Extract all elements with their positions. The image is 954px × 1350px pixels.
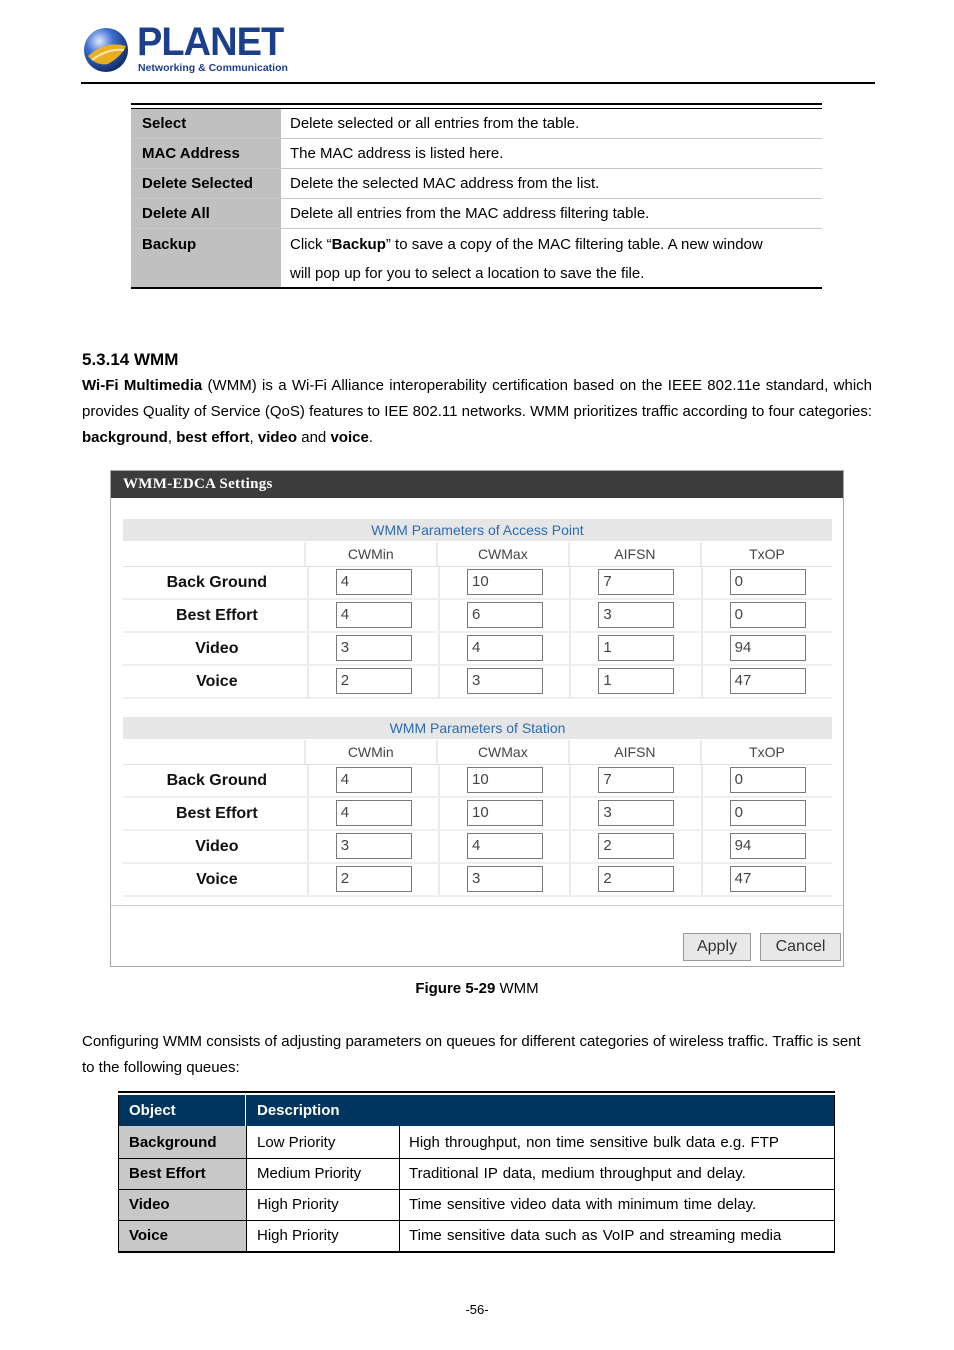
section-intro: Wi-Fi Multimedia (WMM) is a Wi-Fi Alliance interoperability certification based on the IEEE 802.11e standard, which provides Quality of Service (QoS) features to IEE 802.11 networks. WMM prioritizes traffic according to four categories: background, best effort, video and voice. (82, 377, 872, 446)
row-key: Delete Selected (131, 169, 281, 198)
aifsn-input[interactable]: 2 (598, 866, 674, 892)
row-value: The MAC address is listed here. (290, 145, 504, 162)
cwmax-input[interactable]: 4 (467, 833, 543, 859)
wmm-cell (438, 633, 569, 664)
wmm-station-title: WMM Parameters of Station (123, 717, 832, 740)
wmm-cell (307, 765, 438, 796)
wmm-row (123, 567, 832, 600)
row-description: Traditional IP data, medium throughput and delay. (409, 1165, 746, 1182)
row-key: Delete All (131, 199, 281, 228)
wmm-cell (701, 765, 832, 796)
aifsn-input[interactable]: 2 (598, 833, 674, 859)
row-description: High throughput, non time sensitive bulk data e.g. FTP (409, 1134, 779, 1151)
wmm-cell (701, 567, 832, 598)
wmm-cell (307, 567, 438, 598)
header-description: Description (257, 1102, 340, 1119)
wmm-row-label: Back Ground (166, 772, 268, 789)
wmm-cell (569, 600, 700, 631)
wmm-edca-settings-panel (110, 470, 844, 967)
col-cwmax: CWMax (436, 740, 568, 764)
txop-input[interactable]: 0 (730, 767, 806, 793)
wmm-cell (701, 831, 832, 862)
brand-name: PLANET (137, 20, 284, 64)
wmm-station-table (123, 717, 832, 897)
row-value: Delete the selected MAC address from the list. (290, 175, 600, 192)
table-row (131, 109, 822, 139)
aifsn-input[interactable]: 7 (598, 569, 674, 595)
wmm-cell (438, 831, 569, 862)
globe-icon (82, 26, 130, 74)
wmm-row-label: Video (195, 838, 239, 855)
cwmin-input[interactable]: 4 (336, 800, 412, 826)
col-txop: TxOP (700, 542, 832, 566)
txop-input[interactable]: 94 (730, 635, 806, 661)
txop-input[interactable]: 0 (730, 569, 806, 595)
wmm-cell (701, 600, 832, 631)
cwmax-input[interactable]: 6 (467, 602, 543, 628)
wmm-row (123, 864, 832, 897)
wmm-row (123, 765, 832, 798)
wmm-station-header (123, 740, 832, 765)
table-row (118, 1159, 835, 1190)
txop-input[interactable]: 0 (730, 602, 806, 628)
wmm-cell (307, 864, 438, 895)
row-priority: High Priority (247, 1190, 400, 1220)
wmm-cell (438, 864, 569, 895)
table-row (118, 1190, 835, 1221)
row-priority: High Priority (247, 1221, 400, 1251)
cwmin-input[interactable]: 4 (336, 602, 412, 628)
col-aifsn: AIFSN (568, 542, 700, 566)
table-row (131, 229, 822, 289)
cwmax-input[interactable]: 10 (467, 569, 543, 595)
row-value: Delete selected or all entries from the table. (290, 115, 580, 132)
wmm-cell (701, 798, 832, 829)
wmm-cell (569, 633, 700, 664)
row-description: Time sensitive video data with minimum time delay. (409, 1196, 757, 1213)
apply-button[interactable]: Apply (683, 933, 751, 961)
wmm-cell (307, 633, 438, 664)
wmm-queue-table (118, 1091, 835, 1253)
col-aifsn: AIFSN (568, 740, 700, 764)
backup-line-2: will pop up for you to select a location to save the file. (290, 265, 645, 282)
page-number: -56- (465, 1302, 489, 1317)
wmm-cell (569, 666, 700, 697)
cwmin-input[interactable]: 2 (336, 668, 412, 694)
figure-caption: Figure 5-29 WMM (415, 980, 539, 997)
col-cwmin: CWMin (304, 740, 436, 764)
table-row (131, 169, 822, 199)
wmm-ap-title: WMM Parameters of Access Point (123, 519, 832, 542)
wmm-cell (438, 567, 569, 598)
table-header-row (118, 1095, 835, 1126)
table-row (118, 1126, 835, 1159)
table-row (131, 199, 822, 229)
blank-header-cell (123, 542, 304, 566)
mac-filter-field-table (131, 103, 822, 289)
wmm-cell (569, 567, 700, 598)
header-divider (81, 82, 875, 84)
row-key: Select (131, 109, 281, 138)
aifsn-input[interactable]: 1 (598, 635, 674, 661)
txop-input[interactable]: 47 (730, 668, 806, 694)
txop-input[interactable]: 94 (730, 833, 806, 859)
section-title: 5.3.14 WMM (82, 350, 179, 369)
wmm-row (123, 633, 832, 666)
backup-line-1: Click “Backup” to save a copy of the MAC filtering table. A new window (290, 236, 763, 253)
txop-input[interactable]: 0 (730, 800, 806, 826)
wmm-row (123, 600, 832, 633)
row-value: Delete all entries from the MAC address filtering table. (290, 205, 650, 222)
wmm-ap-table (123, 519, 832, 699)
wmm-cell (701, 666, 832, 697)
wmm-row-label: Voice (196, 673, 238, 690)
aifsn-input[interactable]: 3 (598, 602, 674, 628)
wmm-cell (569, 831, 700, 862)
wmm-cell (438, 798, 569, 829)
wmm-cell (701, 633, 832, 664)
row-description: Time sensitive data such as VoIP and streaming media (409, 1227, 782, 1244)
panel-divider (111, 905, 843, 906)
col-txop: TxOP (700, 740, 832, 764)
txop-input[interactable]: 47 (730, 866, 806, 892)
aifsn-input[interactable]: 1 (598, 668, 674, 694)
row-priority: Medium Priority (247, 1159, 400, 1189)
cwmax-input[interactable]: 3 (467, 668, 543, 694)
wmm-cell (438, 765, 569, 796)
wmm-cell (438, 600, 569, 631)
panel-title: WMM-EDCA Settings (111, 471, 843, 498)
cwmin-input[interactable]: 4 (336, 569, 412, 595)
row-object: Best Effort (119, 1159, 247, 1189)
wmm-row-label: Best Effort (175, 607, 258, 624)
wmm-row-label: Video (195, 640, 239, 657)
queues-paragraph: Configuring WMM consists of adjusting parameters on queues for different categories of wireless traffic. Traffic is sent to the following queues: (82, 1033, 861, 1076)
wmm-row-label: Voice (196, 871, 238, 888)
col-cwmax: CWMax (436, 542, 568, 566)
wmm-row (123, 666, 832, 699)
wmm-cell (307, 831, 438, 862)
cwmin-input[interactable]: 2 (336, 866, 412, 892)
col-cwmin: CWMin (304, 542, 436, 566)
brand-tagline: Networking & Communication (138, 62, 288, 74)
row-object: Background (119, 1126, 247, 1158)
wmm-cell (701, 864, 832, 895)
row-value (281, 229, 822, 287)
wmm-cell (307, 600, 438, 631)
wmm-cell (438, 666, 569, 697)
row-object: Voice (119, 1221, 247, 1251)
cwmax-input[interactable]: 4 (467, 635, 543, 661)
wmm-row-label: Back Ground (166, 574, 268, 591)
cwmax-input[interactable]: 3 (467, 866, 543, 892)
aifsn-input[interactable]: 3 (598, 800, 674, 826)
header-object: Object (119, 1095, 246, 1126)
cwmin-input[interactable]: 3 (336, 833, 412, 859)
aifsn-input[interactable]: 7 (598, 767, 674, 793)
cwmin-input[interactable]: 4 (336, 767, 412, 793)
cwmin-input[interactable]: 3 (336, 635, 412, 661)
row-key: MAC Address (131, 139, 281, 168)
wmm-ap-header (123, 542, 832, 567)
wmm-row-label: Best Effort (175, 805, 258, 822)
row-key: Backup (131, 229, 281, 287)
row-object: Video (119, 1190, 247, 1220)
blank-header-cell (123, 740, 304, 764)
cwmax-input[interactable]: 10 (467, 767, 543, 793)
row-priority: Low Priority (247, 1126, 400, 1158)
table-row (118, 1221, 835, 1253)
wmm-cell (569, 765, 700, 796)
wmm-row (123, 831, 832, 864)
wmm-cell (569, 864, 700, 895)
wmm-row (123, 798, 832, 831)
table-row (131, 139, 822, 169)
wmm-cell (569, 798, 700, 829)
planet-logo (82, 20, 288, 78)
wmm-cell (307, 798, 438, 829)
wmm-cell (307, 666, 438, 697)
cancel-button[interactable]: Cancel (760, 933, 841, 961)
cwmax-input[interactable]: 10 (467, 800, 543, 826)
